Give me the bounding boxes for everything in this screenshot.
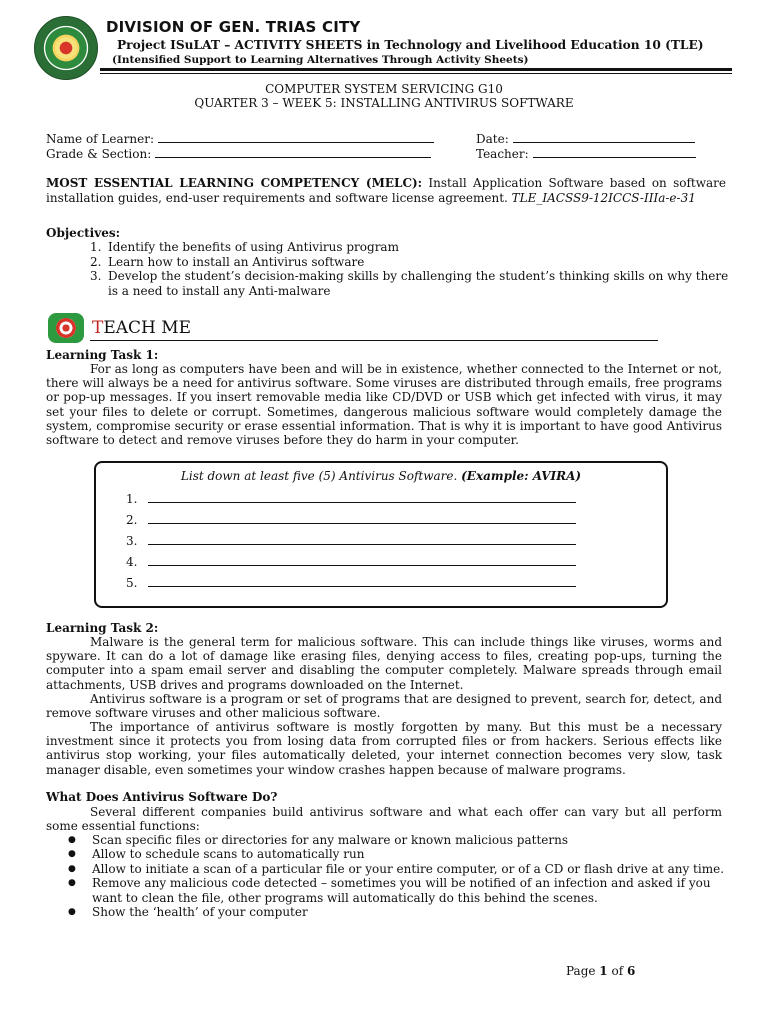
answer-line[interactable] [126,492,576,506]
grade-section-field[interactable] [46,147,431,161]
answer-blank[interactable] [148,576,576,587]
objective-item [90,255,740,270]
teach-me-rest: EACH ME [103,318,192,338]
current-page: 1 [599,964,608,978]
antivirus-functions-list [68,833,728,920]
header-divider [100,68,732,71]
box-instruction [96,469,666,483]
melc-code: TLE_IACSS9-12ICCS-IIIa-e-31 [511,190,696,205]
what-antivirus-intro-text: Several different companies build antivirus software and what each offer can vary but all perform some essential functions: [46,805,722,834]
page-word: Page [566,964,600,978]
date-field[interactable] [476,132,695,146]
answer-blank[interactable] [148,513,576,524]
page-number [566,964,635,978]
teach-me-divider [90,340,658,341]
melc-text: Install Application Software based on software installation guides, end-user requirements and software license agreement. [46,176,726,205]
teach-me-first-letter: T [92,318,104,338]
teacher-label: Teacher: [476,147,529,161]
target-icon [48,313,84,343]
seal-center-icon [55,37,77,59]
list-item: ● Show the ‘health’ of your computer [68,905,728,919]
total-pages: 6 [626,964,636,978]
objective-text: Develop the student’s decision-making skills by challenging the student’s thinking skills on why there is a need to install any Anti-malware [108,269,729,298]
list-item: ● Remove any malicious code detected – sometimes you will be notified of an infection and asked if you want to clean the file, other programs will automatically do this behind the scenes. [68,876,728,905]
box-instruction-text: List down at least five (5) Antivirus Software. [180,469,462,483]
melc-statement [46,176,726,205]
objective-text: Identify the benefits of using Antivirus program [108,240,399,254]
teacher-field[interactable] [476,147,696,161]
objective-number: 1. [90,240,102,254]
what-antivirus-intro [46,805,722,833]
project-title: Project ISuLAT – ACTIVITY SHEETS in Technology and Livelihood Education 10 (TLE) [117,38,704,52]
teach-me-heading [92,318,191,338]
course-title: COMPUTER SYSTEM SERVICING G10 [265,82,503,96]
answer-line[interactable] [126,534,576,548]
task2-text-1: Malware is the general term for malicious software. This can include things like viruses, worms and spyware. It can do a lot of damage like erasing files, denying access to files, creating pop-ups, turning the computer into a spam email server and disabling the computer completely. Malware spreads through email attachments, USB drives and programs downloaded on the Internet. [46,635,722,692]
objective-number: 3. [90,269,102,283]
answer-line[interactable] [126,555,576,569]
objective-item [90,240,740,255]
melc-label: MOST ESSENTIAL LEARNING COMPETENCY (MELC): [46,176,423,190]
task1-paragraph [46,362,722,447]
of-word: of [607,964,627,978]
target-ring-icon [56,318,76,338]
answer-blank[interactable] [148,555,576,566]
what-antivirus-heading: What Does Antivirus Software Do? [46,790,278,804]
answer-number: 2. [126,513,138,527]
task2-paragraph-1 [46,635,722,692]
name-field[interactable] [46,132,434,146]
task2-text-2: Antivirus software is a program or set of programs that are designed to prevent, search for, detect, and remove software viruses and other malicious software. [46,692,722,721]
grade-blank[interactable] [155,147,431,158]
teacher-blank[interactable] [533,147,696,158]
answer-line[interactable] [126,513,576,527]
answer-line[interactable] [126,576,576,590]
answer-blank[interactable] [148,534,576,545]
box-example: (Example: AVIRA) [461,469,582,483]
date-blank[interactable] [513,132,695,143]
division-seal-icon [34,16,98,80]
name-blank[interactable] [158,132,434,143]
objectives-list [90,240,740,298]
answer-number: 1. [126,492,138,506]
task2-text-3: The importance of antivirus software is mostly forgotten by many. But this must be a necessary investment since it protects you from losing data from corrupted files or from hackers. Serious effects like antivirus stop working, your files automatically deleted, your internet connection becomes very slow, task manager disable, even sometimes your window crashes happen because of malware programs. [46,720,722,777]
quarter-week-title: QUARTER 3 – WEEK 5: INSTALLING ANTIVIRUS SOFTWARE [194,96,574,110]
task2-heading: Learning Task 2: [46,621,159,635]
answer-number: 5. [126,576,138,590]
list-item: ● Allow to initiate a scan of a particular file or your entire computer, or of a CD or flash drive at any time. [68,862,728,876]
answer-blank[interactable] [148,492,576,503]
header-divider-thin [100,73,732,74]
objective-number: 2. [90,254,102,269]
objective-text: Learn how to install an Antivirus software [108,254,365,269]
name-label: Name of Learner: [46,132,154,146]
objective-item [90,269,740,298]
division-title: DIVISION OF GEN. TRIAS CITY [106,18,361,36]
answer-number: 4. [126,555,138,569]
answer-number: 3. [126,534,138,548]
project-subtitle: (Intensified Support to Learning Alternatives Through Activity Sheets) [112,54,529,66]
task2-paragraph-2 [46,692,722,720]
list-item: ● Scan specific files or directories for any malware or known malicious patterns [68,833,728,847]
objectives-heading: Objectives: [46,226,121,240]
task1-text: For as long as computers have been and will be in existence, whether connected to the Internet or not, there will always be a need for antivirus software. Some viruses are distributed through emails, free programs or pop-up messages. If you insert removable media like CD/DVD or USB which get infected with virus, it may set your files to delete or corrupt. Sometimes, dangerous malicious software would completely damage the system, compromise security or erase essential information. That is why it is important to have good Antivirus software to detect and remove viruses before they do harm in your computer. [46,362,722,448]
task1-heading: Learning Task 1: [46,348,159,362]
antivirus-list-box [94,461,668,608]
grade-label: Grade & Section: [46,147,152,161]
list-item: ● Allow to schedule scans to automatically run [68,847,728,861]
date-label: Date: [476,132,509,146]
task2-paragraph-3 [46,720,722,777]
